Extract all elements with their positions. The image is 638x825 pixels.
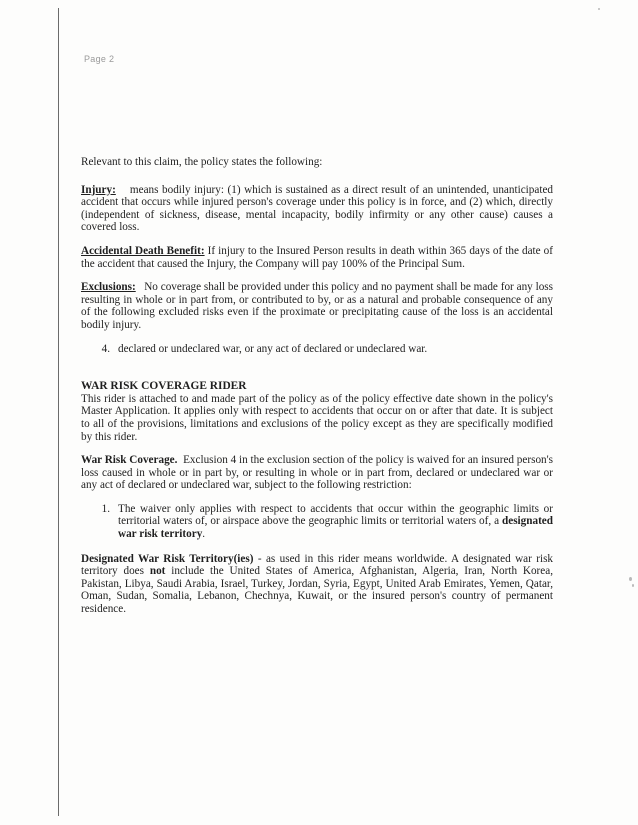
- term-injury: Injury:: [81, 183, 116, 196]
- document-body: [81, 156, 553, 627]
- exclusion-list-item: [81, 343, 553, 356]
- definition-exclusions: [81, 281, 553, 331]
- page-label: Page 2: [84, 54, 115, 64]
- term-exclusions: Exclusions:: [81, 281, 136, 294]
- designated-territory: [81, 553, 553, 616]
- restriction-list-item: [81, 503, 553, 541]
- term-accidental-death-benefit: Accidental Death Benefit:: [81, 244, 205, 257]
- term-designated-territory: Designated War Risk Territory(ies): [81, 552, 254, 565]
- definition-accidental-death-text: If injury to the Insured Person results in death within 365 days of the date of the accident that caused the Injury, the Company will pay 100% of the Principal Sum.: [81, 244, 553, 270]
- exclusion-item-number: 4.: [101, 342, 110, 355]
- restriction-item-text: [118, 503, 553, 541]
- scan-speck: [632, 584, 634, 587]
- war-risk-coverage: [81, 454, 553, 492]
- territory-text-2: include the United States of America, Afghanistan, Algeria, Iran, North Korea, Pakistan, Libya, Saudi Arabia, Israel, Turkey, Jordan, Syria, Egypt, United Arab Emirates, Yemen, Qatar, Oman, Sudan, Somalia, Lebanon, Chechnya, Kuwait, or the insured person's country of permanent residence.: [81, 565, 553, 616]
- territory-text-1: - as used in this rider means worldwide. A designated war risk territory does: [81, 552, 554, 578]
- term-war-risk-coverage: War Risk Coverage.: [81, 454, 178, 467]
- rider-intro: This rider is attached to and made part of the policy as of the policy effective date shown in the policy's Master Application. It applies only with respect to accidents that occur on or after that date. It is subject to all of the provisions, limitations and exclusions of the policy except as they are specifically modified by this rider.: [81, 392, 553, 443]
- scan-speck: [598, 8, 600, 10]
- definition-exclusions-text: No coverage shall be provided under this policy and no payment shall be made for any loss resulting in whole or in part from, or contributed to by, or as a natural and probable consequence of any of the following excluded risks even if the proximate or precipitating cause of the loss is an accidental bodily injury.: [81, 281, 553, 331]
- scan-speck: [629, 577, 632, 581]
- definition-injury: [81, 184, 553, 234]
- territory-not: not: [149, 565, 166, 578]
- definition-accidental-death: [81, 245, 553, 270]
- rider-heading: WAR RISK COVERAGE RIDER: [81, 380, 247, 393]
- restriction-text: The waiver only applies with respect to accidents that occur within the geographic limits or territorial waters of, or airspace above the geographic limits or territorial waters of, a: [118, 502, 553, 528]
- restriction-item-number: 1.: [101, 502, 110, 515]
- restriction-bold-text: designated war risk territory: [118, 515, 553, 541]
- definition-injury-text: means bodily injury: (1) which is sustained as a direct result of an unintended, unanticipated accident that occurs while injured person's coverage under this policy is in force, and (2) which, directly (independent of sickness, disease, mental incapacity, bodily infirmity or any other cause) causes a covered loss.: [81, 183, 554, 234]
- restriction-end: .: [202, 528, 206, 541]
- scan-edge-line: [58, 8, 59, 816]
- exclusion-item-text: declared or undeclared war, or any act of declared or undeclared war.: [118, 342, 428, 355]
- intro-text: Relevant to this claim, the policy states the following:: [81, 156, 323, 168]
- war-risk-coverage-text: Exclusion 4 in the exclusion section of the policy is waived for an insured person's loss caused in whole or in part by, or resulting in whole or in part from, declared or undeclared war or any act of declared or undeclared war, subject to the following restriction:: [81, 454, 554, 492]
